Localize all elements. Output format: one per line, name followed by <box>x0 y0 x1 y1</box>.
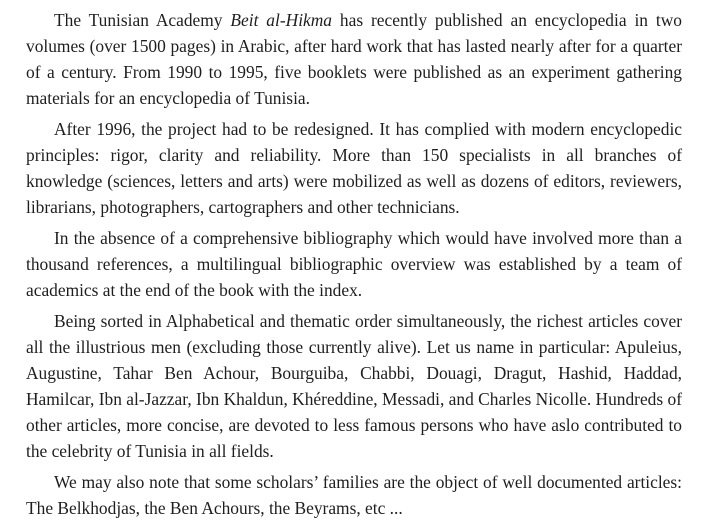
paragraph-scholar-families: We may also note that some scholars’ families are the object of well documented articles: The Belkhodjas, the Ben Achours, the Beyrams, etc ... <box>26 472 682 519</box>
paragraph-academy-intro <box>26 8 682 112</box>
academy-name-italic: Beit al-Hikma <box>230 10 332 30</box>
paragraph-academy-intro-lead: The Tunisian Academy <box>54 10 231 30</box>
document-body <box>26 8 682 522</box>
paragraph-academy-intro-rest: has recently published an encyclopedia in two volumes (over 1500 pages) in Arabic, after hard work that has lasted nearly after for a quarter of a century. From 1990 to 1995, five booklets were published as an experiment gathering materials for an encyclopedia of Tunisia. <box>26 10 682 108</box>
paragraph-bibliography: In the absence of a comprehensive bibliography which would have involved more than a thousand references, a multilingual bibliographic overview was established by a team of academics at the end of the book with the index. <box>26 228 682 301</box>
paragraph-illustrious-men: Being sorted in Alphabetical and thematic order simultaneously, the richest articles cover all the illustrious men (excluding those currently alive). Let us name in particular: Apuleius, Augustine, Tahar Ben Achour, Bourguiba, Chabbi, Douagi, Dragut, Hashid, Haddad, Hamilcar, Ibn al-Jazzar, Ibn Khaldun, Khéreddine, Messadi, and Charles Nicolle. Hundreds of other articles, more concise, are devoted to less famous persons who have aslo contributed to the celebrity of Tunisia in all fields. <box>26 311 682 461</box>
paragraph-project-redesign: After 1996, the project had to be redesigned. It has complied with modern encyclopedic principles: rigor, clarity and reliability. More than 150 specialists in all branches of knowledge (sciences, letters and arts) were mobilized as well as dozens of editors, reviewers, librarians, photographers, cartographers and other technicians. <box>26 119 682 217</box>
